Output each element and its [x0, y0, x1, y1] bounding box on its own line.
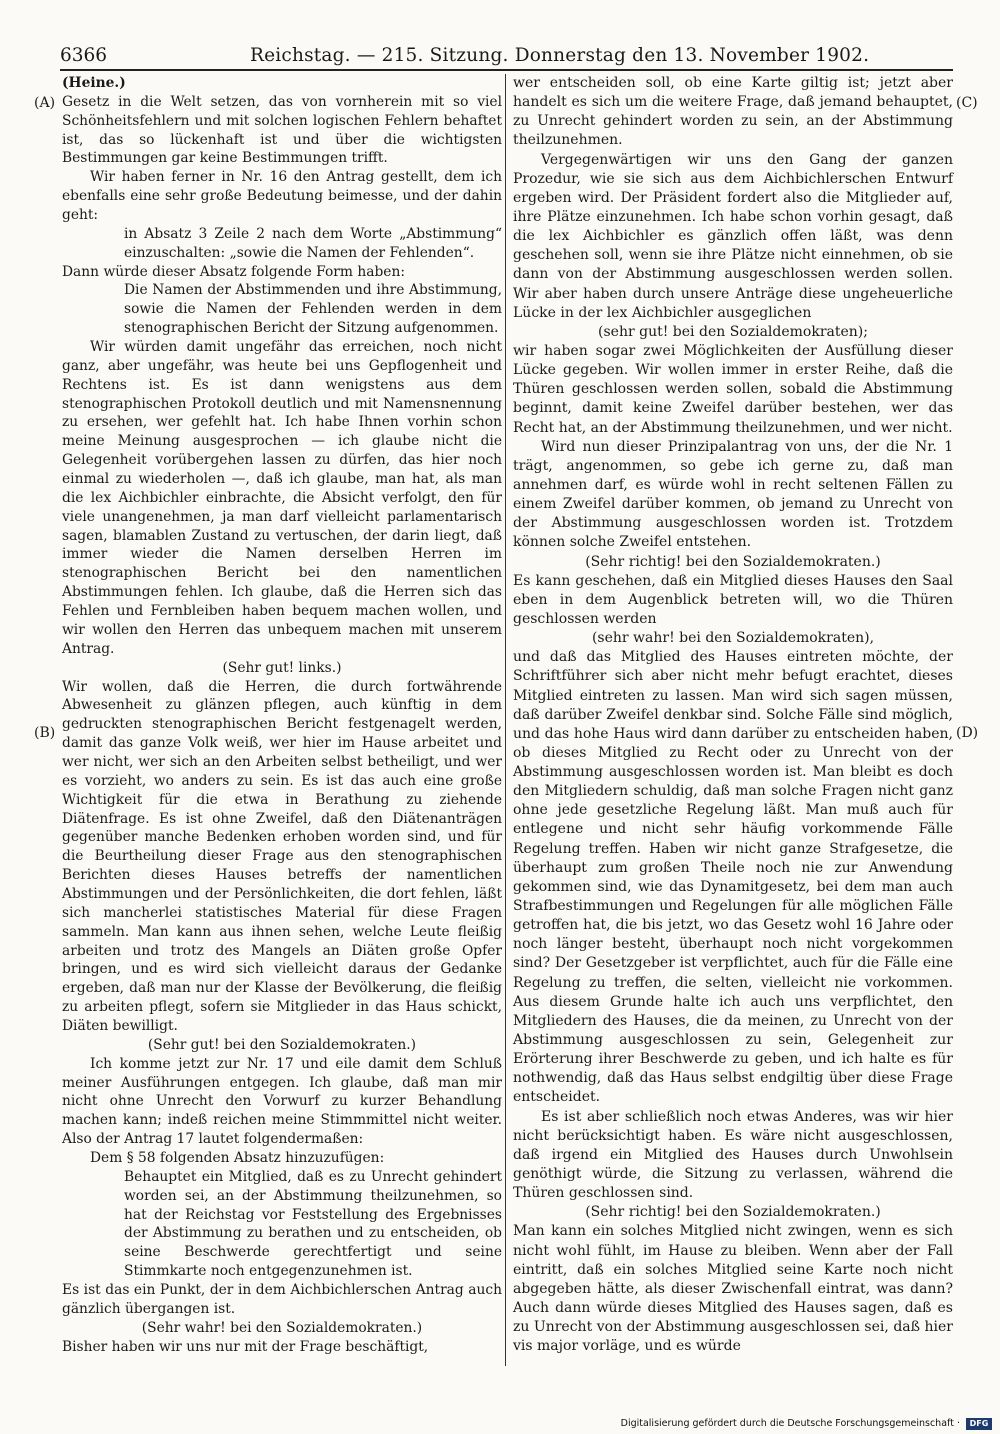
paragraph: Es kann geschehen, daß ein Mitglied dieses Hauses den Saal eben in dem Augenblick betreten will, wo die Thüren geschlossen werden	[513, 572, 953, 627]
paragraph: Es ist das ein Punkt, der in dem Aichbichlerschen Antrag auch gänzlich übergangen ist.	[62, 1282, 502, 1317]
paragraph: Die Namen der Abstimmenden und ihre Abstimmung, sowie die Namen der Fehlenden werden in dem stenographischen Bericht der Sitzung aufgenommen.	[124, 282, 502, 337]
interjection: (Sehr gut! bei den Sozialdemokraten.)	[147, 1036, 417, 1053]
interjection: (sehr wahr! bei den Sozialdemokraten),	[591, 630, 875, 647]
footer-text: Digitalisierung gefördert durch die Deutsche Forschungsgemeinschaft ·	[620, 1418, 960, 1429]
margin-mark-d: (D)	[956, 725, 979, 741]
margin-mark-b: (B)	[34, 725, 56, 741]
paragraph: Wird nun dieser Prinzipalantrag von uns, der die Nr. 1 trägt, angenommen, so gebe ich gerne zu, daß man annehmen darf, es würde wohl in recht seltenen Fällen zu einem Zweifel darüber kommen, ob jemand zu Unrecht von der Abstimmung ausgeschlossen worden ist. Trotzdem können solche Zweifel entstehen.	[513, 438, 953, 551]
footer-credit	[621, 1417, 992, 1431]
margin-mark-a: (A)	[34, 95, 56, 111]
paragraph: Dann würde dieser Absatz folgende Form haben:	[62, 263, 405, 280]
page-header	[60, 43, 953, 69]
paragraph: in Absatz 3 Zeile 2 nach dem Worte „Abstimmung“ einzuschalten: „sowie die Namen der Fehlenden“.	[124, 225, 502, 261]
paragraph: Vergegenwärtigen wir uns den Gang der ganzen Prozedur, wie sie sich aus dem Aichbichlerschen Entwurf ergeben wird. Der Präsident fordert also die Mitglieder auf, ihre Plätze einzunehmen. Ich habe schon vorhin gesagt, daß die lex Aichbichler es gänzlich offen läßt, was denn geschehen soll, wenn sie ihre Plätze nicht einnehmen, ob sie dann von der Abstimmung ausgeschlossen werden sollen. Wir aber haben durch unsere Anträge diese ungeheuerliche Lücke in der lex Aichbichler ausgeglichen	[513, 151, 953, 321]
interjection: (Sehr wahr! bei den Sozialdemokraten.)	[141, 1319, 423, 1336]
paragraph: Wir haben ferner in Nr. 16 den Antrag gestellt, dem ich ebenfalls eine sehr große Bedeutung beimesse, und der dahin geht:	[62, 169, 502, 224]
interjection: (Sehr richtig! bei den Sozialdemokraten.)	[585, 1204, 881, 1221]
dfg-logo: DFG	[966, 1418, 992, 1430]
interjection: (Sehr gut! links.)	[222, 659, 342, 676]
left-text-column	[62, 74, 502, 1366]
paragraph: Wir würden damit ungefähr das erreichen, noch nicht ganz, aber ungefähr, was heute bei uns Gepflogenheit und Rechtens ist. Es ist dann wenigstens aus dem stenographischen Protokoll deutlich und mit Namensnennung zu ersehen, wer gefehlt hat. Ich habe Ihnen vorhin schon meine Meinung ausgesprochen — ich glaube nicht die Gelegenheit vorübergehen lassen zu dürfen, das hier noch einmal zu wiederholen —, daß ich glaube, man hat, als man die lex Aichbichler einbrachte, die Absicht verfolgt, den für viele unangenehmen, ja man darf vielleicht parlamentarisch sagen, blamablen Zustand zu vertuschen, der darin liegt, daß immer wieder die Namen derselben Herren im stenographischen Bericht bei den namentlichen Abstimmungen fehlen. Ich glaube, daß die Herren sich das Fehlen und Fernbleiben haben bequem machen wollen, und wir wollen den Herren das unbequem machen mit unserem Antrag.	[62, 339, 502, 657]
paragraph: Gesetz in die Welt setzen, das von vornherein mit so viel Schönheitsfehlern und mit solchen logischen Fehlern behaftet ist, das so lückenhaft ist und über die wichtigsten Bestimmungen gar keine Bestimmungen trifft.	[62, 93, 502, 167]
paragraph: wer entscheiden soll, ob eine Karte giltig ist; jetzt aber handelt es sich um die weitere Frage, daß jemand behauptet, zu Unrecht gehindert worden zu sein, an der Abstimmung theilzunehmen.	[513, 75, 953, 149]
paragraph: Ich komme jetzt zur Nr. 17 und eile damit dem Schluß meiner Ausführungen entgegen. Ich glaube, daß man mir nicht ohne Unrecht den Vorwurf zu kurzer Behandlung machen kann; indeß reichen meine Stimmmittel nicht weiter. Also der Antrag 17 lautet folgendermaßen:	[62, 1055, 502, 1148]
header-rule	[60, 69, 953, 71]
paragraph: Es ist aber schließlich noch etwas Anderes, was wir hier nicht berücksichtigt haben. Es wäre nicht ausgeschlossen, daß irgend ein Mitglied des Hauses durch Unwohlsein genöthigt würde, die Sitzung zu verlassen, während die Thüren geschlossen sind.	[513, 1108, 953, 1202]
running-title: Reichstag. — 215. Sitzung. Donnerstag den 13. November 1902.	[250, 45, 870, 66]
paragraph: wir haben sogar zwei Möglichkeiten der Ausfüllung dieser Lücke gegeben. Wir wollen immer in erster Reihe, daß die Thüren geschlossen werden sollen, sobald die Abstimmung beginnt, damit keine Zweifel darüber bestehen, wer das Recht hat, an der Abstimmung theilzunehmen, und wer nicht.	[513, 342, 953, 436]
margin-mark-c: (C)	[956, 95, 978, 111]
paragraph: Behauptet ein Mitglied, daß es zu Unrecht gehindert worden sei, an der Abstimmung theilzunehmen, so hat der Reichstag vor Feststellung des Ergebnisses der Abstimmung zu berathen und zu entscheiden, ob seine Beschwerde gerechtfertigt und seine Stimmkarte noch entgegenzunehmen ist.	[124, 1168, 502, 1280]
paragraph: und daß das Mitglied des Hauses eintreten möchte, der Schriftführer sich aber nicht mehr befugt erachtet, dieses Mitglied eintreten zu lassen. Man wird sich sagen müssen, daß darüber Zweifel denkbar sind. Solche Fälle sind möglich, und das hohe Haus wird dann darüber zu entscheiden haben, ob dieses Mitglied zu Recht oder zu Unrecht von der Abstimmung ausgeschlossen worden ist. Man bleibt es doch den Mitgliedern schuldig, daß man solche Fragen nicht ganz ohne jede gesetzliche Regelung läßt. Man muß auch für entlegene und nicht sehr häufig vorkommende Fälle Regelung treffen. Haben wir nicht ganze Strafgesetze, die überhaupt zum großen Theile noch nie zur Anwendung gekommen sind, wie das Dynamitgesetz, bei dem man auch Strafbestimmungen und Regelungen für alle möglichen Fälle getroffen hat, die bis jetzt, wo das Gesetz wohl 16 Jahre oder noch länger besteht, überhaupt noch nicht vorgekommen sind? Der Gesetzgeber ist verpflichtet, auch für die Fälle eine Regelung zu treffen, die selten, vielleicht nie vorkommen. Aus diesem Grunde halte ich auch uns verpflichtet, den Mitgliedern des Hauses, die da meinen, zu Unrecht von der Abstimmung ausgeschlossen zu sein, Gelegenheit zur Erörterung ihrer Beschwerde zu geben, und ich halte es für nothwendig, daß das Haus selbst endgiltig über diese Frage entscheidet.	[513, 649, 953, 1106]
interjection: (Sehr richtig! bei den Sozialdemokraten.)	[585, 553, 881, 570]
paragraph: Wir wollen, daß die Herren, die durch fortwährende Abwesenheit zu glänzen pflegen, auch künftig in dem gedruckten stenographischen Bericht festgenagelt werden, damit das ganze Volk weiß, wer hier im Hause arbeitet und wer nicht, wer sich an den Arbeiten selbst betheiligt, und wer es vorzieht, wo anders zu sein. Es ist das auch eine große Wichtigkeit für die etwa in Berathung zu ziehende Diätenfrage. Es ist ohne Zweifel, daß den Diätenanträgen gegenüber manche Bedenken erhoben worden sind, und für die Beurtheilung dieser Frage aus den stenographischen Berichten dieses Hauses betreffs der namentlichen Abstimmungen und der Persönlichkeiten, die dort fehlen, läßt sich mancherlei statistisches Material für diese Fragen sammeln. Man kann aus ihnen sehen, welche Leute fleißig arbeiten und trotz des Mangels an Diäten große Opfer bringen, und es wird sich vielleicht daraus der Gedanke ergeben, daß man nur der Klasse der Bevölkerung, die fleißig zu arbeiten pflegt, sofern sie Mitglieder in das Haus schickt, Diäten bewilligt.	[62, 678, 502, 1034]
column-divider	[505, 74, 506, 1366]
page-number: 6366	[60, 45, 108, 66]
interjection: (sehr gut! bei den Sozialdemokraten);	[598, 323, 868, 340]
paragraph: Man kann ein solches Mitglied nicht zwingen, wenn es sich nicht wohl fühlt, im Hause zu bleiben. Wenn aber der Fall eintritt, daß ein solches Mitglied seine Karte noch nicht abgegeben hätte, als dieser Zwischenfall eintrat, was dann? Auch dann würde dieses Mitglied des Hauses sagen, daß es zu Unrecht von der Abstimmung ausgeschlossen sei, daß hier vis major vorläge, und es würde	[513, 1223, 953, 1355]
paragraph: Bisher haben wir uns nur mit der Frage beschäftigt,	[62, 1338, 429, 1355]
speaker-name: (Heine.)	[62, 75, 126, 91]
right-text-column	[513, 74, 953, 1366]
paragraph: Dem § 58 folgenden Absatz hinzuzufügen:	[90, 1149, 385, 1166]
